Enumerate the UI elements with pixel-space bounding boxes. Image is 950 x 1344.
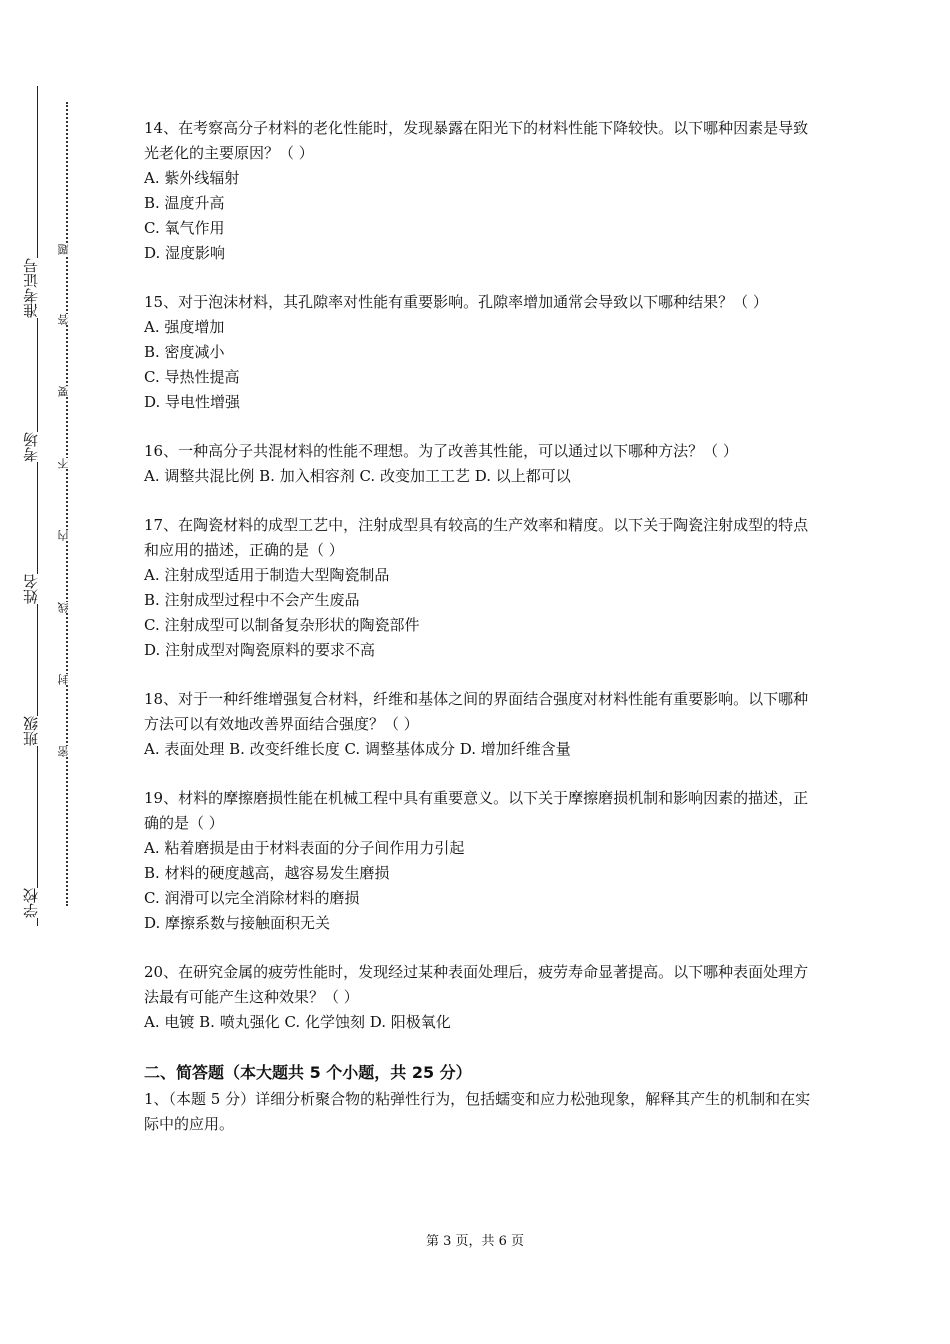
field-label-school: 学校 [23, 888, 49, 918]
option-b: B. 温度升高 [144, 194, 225, 212]
option-a: A. 强度增加 [144, 318, 225, 336]
section-title: 二、简答题（本大题共 5 个小题，共 25 分） [144, 1063, 472, 1082]
seal-char: 线 [58, 602, 76, 613]
seal-char: 封 [58, 674, 76, 685]
seal-char: 题 [58, 244, 76, 255]
option-c: C. 润滑可以完全消除材料的磨损 [144, 889, 360, 907]
binding-margin [0, 0, 110, 1344]
option-line: A. 表面处理 B. 改变纤维长度 C. 调整基体成分 D. 增加纤维含量 [144, 740, 571, 758]
option-d: D. 注射成型对陶瓷原料的要求不高 [144, 641, 376, 659]
option-b: B. 密度减小 [144, 343, 225, 361]
option-b: B. 材料的硬度越高，越容易发生磨损 [144, 864, 390, 882]
binding-solid-line [37, 86, 38, 926]
option-line: A. 调整共混比例 B. 加入相容剂 C. 改变加工工艺 D. 以上都可以 [144, 467, 571, 485]
seal-char: 密 [58, 746, 76, 757]
question-18 [144, 687, 812, 762]
question-14 [144, 116, 812, 266]
option-d: D. 摩擦系数与接触面积无关 [144, 914, 331, 932]
field-label-exam-room: 考场 [23, 432, 49, 462]
seal-char: 不 [58, 458, 76, 469]
page-footer: 第 3 页，共 6 页 [425, 1234, 525, 1249]
option-line: A. 电镀 B. 喷丸强化 C. 化学蚀刻 D. 阳极氧化 [144, 1013, 451, 1031]
question-stem: 20、在研究金属的疲劳性能时，发现经过某种表面处理后，疲劳寿命显著提高。以下哪种表面处理方法最有可能产生这种效果？（ ） [144, 963, 809, 1006]
question-stem: 19、材料的摩擦磨损性能在机械工程中具有重要意义。以下关于摩擦磨损机制和影响因素的描述，正确的是（ ） [144, 789, 809, 832]
question-stem: 17、在陶瓷材料的成型工艺中，注射成型具有较高的生产效率和精度。以下关于陶瓷注射成型的特点和应用的描述，正确的是（ ） [144, 516, 809, 559]
option-b: B. 注射成型过程中不会产生废品 [144, 591, 360, 609]
option-a: A. 粘着磨损是由于材料表面的分子间作用力引起 [144, 839, 465, 857]
section-short-answer [144, 1059, 812, 1137]
seal-char: 内 [58, 530, 76, 541]
question-20 [144, 960, 812, 1035]
question-stem: 18、对于一种纤维增强复合材料，纤维和基体之间的界面结合强度对材料性能有重要影响。以下哪种方法可以有效地改善界面结合强度？（ ） [144, 690, 809, 733]
option-c: C. 氧气作用 [144, 219, 225, 237]
option-c: C. 导热性提高 [144, 368, 240, 386]
question-stem: 16、一种高分子共混材料的性能不理想。为了改善其性能，可以通过以下哪种方法？（ ） [144, 442, 738, 460]
question-stem: 15、对于泡沫材料，其孔隙率对性能有重要影响。孔隙率增加通常会导致以下哪种结果？（ ） [144, 293, 768, 311]
option-c: C. 注射成型可以制备复杂形状的陶瓷部件 [144, 616, 420, 634]
question-16 [144, 439, 812, 489]
question-15 [144, 290, 812, 415]
option-d: D. 湿度影响 [144, 244, 226, 262]
option-a: A. 紫外线辐射 [144, 169, 240, 187]
option-a: A. 注射成型适用于制造大型陶瓷制品 [144, 566, 390, 584]
seal-char: 答 [58, 314, 76, 325]
question-19 [144, 786, 812, 936]
seal-char: 要 [58, 386, 76, 397]
short-answer-question-1: 1、（本题 5 分）详细分析聚合物的粘弹性行为，包括蠕变和应力松弛现象，解释其产生的机制和在实际中的应用。 [144, 1090, 811, 1133]
seal-dotted-line [66, 102, 68, 906]
field-label-class: 班级 [23, 716, 49, 746]
question-stem: 14、在考察高分子材料的老化性能时，发现暴露在阳光下的材料性能下降较快。以下哪种因素是导致光老化的主要原因？（ ） [144, 119, 809, 162]
field-label-exam-number: 准考证号 [23, 258, 49, 318]
exam-content [144, 116, 812, 1137]
option-d: D. 导电性增强 [144, 393, 241, 411]
question-17 [144, 513, 812, 663]
field-label-name: 姓名 [23, 574, 49, 604]
